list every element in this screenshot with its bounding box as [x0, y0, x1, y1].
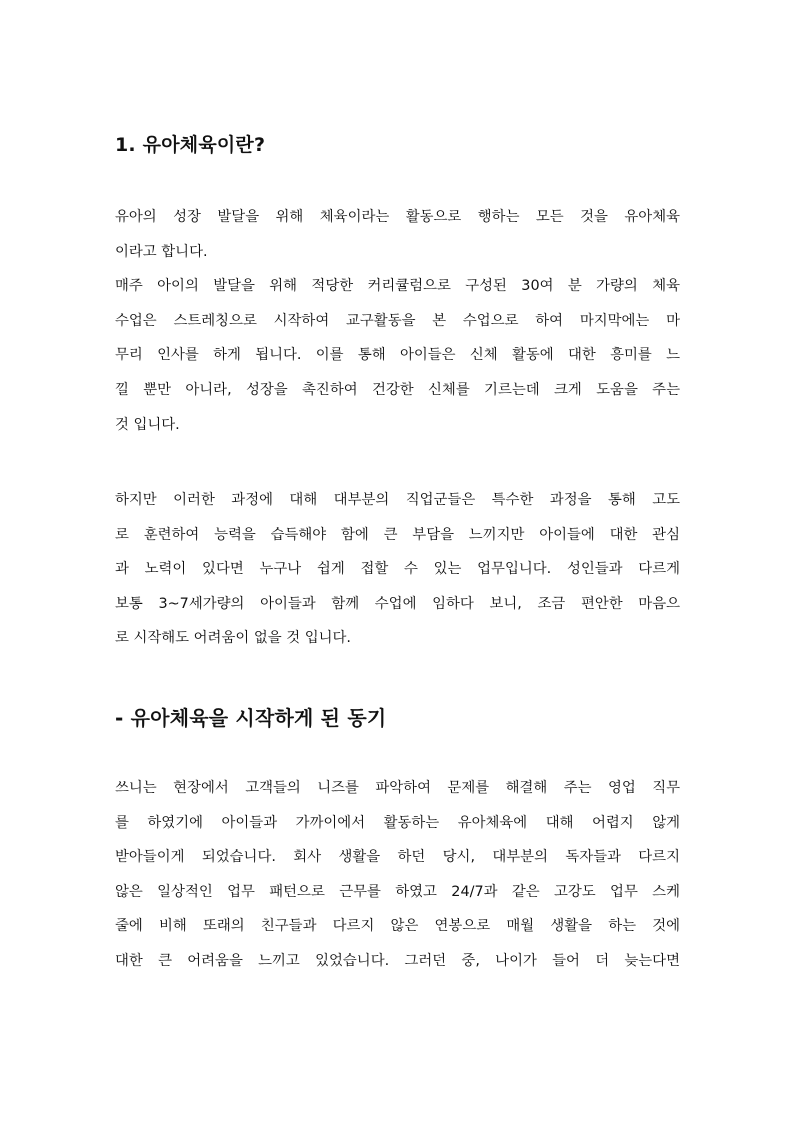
paragraph-line: 받아들이게 되었습니다. 회사 생활을 하던 당시, 대부분의 독자들과 다르지 — [115, 849, 680, 866]
paragraph-line: 과 노력이 있다면 누구나 쉽게 접할 수 있는 업무입니다. 성인들과 다르게 — [115, 561, 680, 578]
paragraph-line: 하지만 이러한 과정에 대해 대부분의 직업군들은 특수한 과정을 통해 고도 — [115, 492, 680, 508]
paragraph-line: 유아의 성장 발달을 위해 체육이라는 활동으로 행하는 모든 것을 유아체육 — [115, 209, 680, 225]
section-heading-motivation: - 유아체육을 시작하게 된 동기 — [115, 706, 387, 730]
paragraph-line: 보통 3~7세가량의 아이들과 함께 수업에 임하다 보니, 조금 편안한 마음으 — [115, 595, 680, 612]
section-heading-what-is-kids-pe: 1. 유아체육이란? — [115, 134, 266, 156]
paragraph-line: 매주 아이의 발달을 위해 적당한 커리큘럼으로 구성된 30여 분 가량의 체육 — [115, 278, 680, 295]
paragraph-line: 낄 뿐만 아니라, 성장을 촉진하여 건강한 신체를 기르는데 크게 도움을 주는 — [115, 381, 680, 398]
paragraph-line: 로 훈련하여 능력을 습득해야 함에 큰 부담을 느끼지만 아이들에 대한 관심 — [115, 526, 680, 543]
paragraph-line: 줄에 비해 또래의 친구들과 다르지 않은 연봉으로 매월 생활을 하는 것에 — [115, 918, 680, 935]
paragraph-line: 무리 인사를 하게 됩니다. 이를 통해 아이들은 신체 활동에 대한 흥미를 느 — [115, 347, 680, 364]
paragraph-accessibility — [115, 483, 680, 656]
paragraph-definition — [115, 200, 680, 442]
paragraph-motivation — [115, 771, 680, 979]
paragraph-line: 를 하였기에 아이들과 가까이에서 활동하는 유아체육에 대해 어렵지 않게 — [115, 814, 680, 831]
paragraph-line: 것 입니다. — [115, 416, 180, 433]
paragraph-line: 쓰니는 현장에서 고객들의 니즈를 파악하여 문제를 해결해 주는 영업 직무 — [115, 780, 680, 796]
paragraph-line: 않은 일상적인 업무 패턴으로 근무를 하였고 24/7과 같은 고강도 업무 스케 — [115, 883, 680, 900]
paragraph-line: 로 시작해도 어려움이 없을 것 입니다. — [115, 630, 351, 647]
paragraph-line: 대한 큰 어려움을 느끼고 있었습니다. 그러던 중, 나이가 들어 더 늦는다면 — [115, 952, 680, 969]
paragraph-line: 수업은 스트레칭으로 시작하여 교구활동을 본 수업으로 하여 마지막에는 마 — [115, 312, 680, 329]
paragraph-line: 이라고 합니다. — [115, 243, 208, 260]
